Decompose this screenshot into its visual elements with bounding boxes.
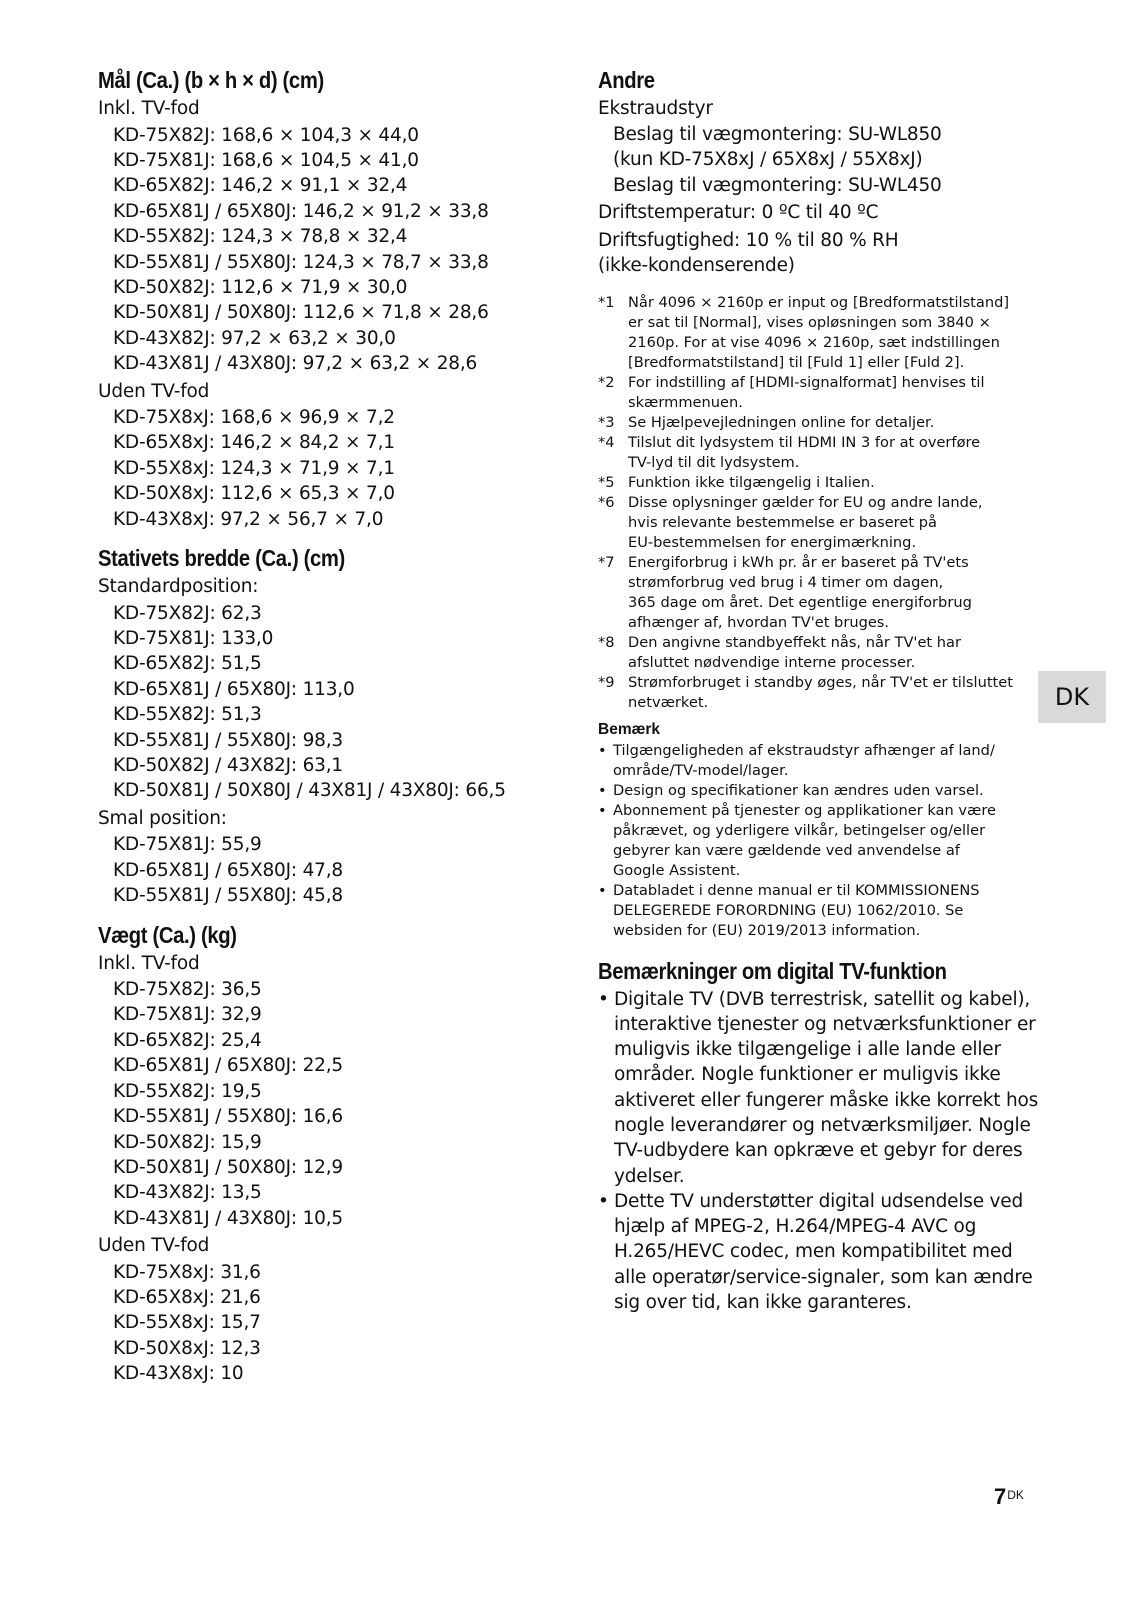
digital-bullet-line: Dette TV understøtter digital udsendelse ved	[614, 1190, 1024, 1212]
spec-row: KD-43X81J / 43X80J: 97,2 × 63,2 × 28,6	[113, 353, 478, 375]
note-bullet-line: Design og specifikationer kan ændres uden varsel.	[613, 781, 984, 799]
digital-bullet-line: interaktive tjenester og netværksfunktioner er	[614, 1013, 1036, 1035]
footnote-line: er sat til [Normal], vises opløsningen som 3840 ×	[628, 313, 991, 331]
spec-row: KD-55X8xJ: 124,3 × 71,9 × 7,1	[113, 457, 395, 479]
note-bullet-text	[613, 801, 996, 881]
spec-row: KD-75X8xJ: 168,6 × 96,9 × 7,2	[113, 407, 395, 429]
footnote-line: netværket.	[628, 693, 709, 711]
spec-group	[98, 1233, 578, 1387]
weight-section	[98, 919, 578, 1387]
note-bullet-line: Google Assistent.	[613, 861, 741, 879]
page-number-value: 7	[994, 1484, 1007, 1509]
group-label: Uden TV-fod	[98, 380, 210, 402]
stand-width-section	[98, 542, 578, 908]
spec-row: KD-50X8xJ: 112,6 × 65,3 × 7,0	[113, 483, 395, 505]
footnote-text	[628, 473, 1038, 493]
footnotes-list	[598, 293, 1038, 713]
spec-row: KD-50X82J: 15,9	[113, 1131, 262, 1153]
spec-row: KD-75X82J: 62,3	[113, 602, 262, 624]
operating-humidity-note: (ikke-kondenserende)	[598, 255, 795, 276]
footnote-item	[598, 673, 1038, 713]
weight-heading: Vægt (Ca.) (kg)	[98, 921, 237, 948]
spec-row: KD-65X82J: 146,2 × 91,1 × 32,4	[113, 175, 408, 197]
spec-row: KD-65X81J / 65X80J: 47,8	[113, 859, 343, 881]
group-label: Standardposition:	[98, 576, 259, 598]
footnote-line: hvis relevante bestemmelse er baseret på	[628, 513, 937, 531]
page-number-suffix: DK	[1007, 1488, 1024, 1502]
footnote-text	[628, 293, 1038, 373]
digital-bullet	[598, 1189, 1038, 1315]
accessories-label: Ekstraudstyr	[598, 98, 713, 119]
footnote-line: Den angivne standbyeffekt nås, når TV'et har	[628, 633, 961, 651]
dimensions-section	[98, 64, 578, 532]
spec-group	[98, 379, 578, 533]
spec-row: KD-55X81J / 55X80J: 45,8	[113, 885, 343, 907]
digital-bullet-line: nogle leverandører og netværksmiljøer. Nogle	[614, 1114, 1031, 1136]
footnote-mark: *4	[598, 433, 615, 451]
accessory-1-note: (kun KD-75X8xJ / 65X8xJ / 55X8xJ)	[613, 149, 923, 170]
spec-row: KD-43X8xJ: 10	[113, 1363, 244, 1385]
footnote-line: Se Hjælpevejledningen online for detaljer.	[628, 413, 935, 431]
spec-row: KD-55X82J: 124,3 × 78,8 × 32,4	[113, 226, 408, 248]
footnote-line: strømforbrug ved brug i 4 timer om dagen,	[628, 573, 944, 591]
spec-group	[98, 574, 578, 804]
footnote-mark: *2	[598, 373, 615, 391]
spec-row: KD-50X81J / 50X80J: 12,9	[113, 1156, 343, 1178]
spec-row: KD-43X82J: 97,2 × 63,2 × 30,0	[113, 327, 396, 349]
digital-bullet-line: sig over tid, kan ikke garanteres.	[614, 1292, 912, 1314]
dimensions-heading: Mål (Ca.) (b × h × d) (cm)	[98, 67, 324, 93]
spec-row: KD-75X81J: 55,9	[113, 834, 262, 856]
footnote-line: 2160p. For at vise 4096 × 2160p, sæt indstillingen	[628, 333, 1000, 351]
footnote-item	[598, 373, 1038, 413]
spec-row: KD-65X82J: 51,5	[113, 653, 262, 675]
page-number	[994, 1484, 1024, 1510]
digital-bullet-line: ydelser.	[614, 1165, 685, 1187]
spec-row: KD-65X8xJ: 146,2 × 84,2 × 7,1	[113, 432, 395, 454]
spec-row: KD-43X81J / 43X80J: 10,5	[113, 1207, 343, 1229]
spec-row: KD-65X81J / 65X80J: 22,5	[113, 1055, 343, 1077]
stand-width-heading: Stativets bredde (Ca.) (cm)	[98, 545, 345, 572]
spec-row: KD-55X81J / 55X80J: 98,3	[113, 729, 343, 751]
footnote-item	[598, 493, 1038, 553]
digital-bullet-line: hjælp af MPEG-2, H.264/MPEG-4 AVC og	[614, 1216, 977, 1238]
accessory-1: Beslag til vægmontering: SU-WL850	[613, 123, 942, 145]
digital-bullet-line: muligvis ikke tilgængelige i alle lande eller	[614, 1039, 1001, 1061]
footnote-text	[628, 493, 1038, 553]
note-bullet-line: DELEGEREDE FORORDNING (EU) 1062/2010. Se	[613, 901, 964, 919]
note-bullet-line: påkrævet, og yderligere vilkår, betingelser og/eller	[613, 821, 986, 839]
bullet-mark: •	[598, 781, 607, 799]
footnote-line: Funktion ikke tilgængelig i Italien.	[628, 473, 875, 491]
footnote-item	[598, 293, 1038, 373]
spec-row: KD-75X81J: 168,6 × 104,5 × 41,0	[113, 149, 419, 171]
spec-row: KD-55X8xJ: 15,7	[113, 1312, 261, 1334]
digital-bullet	[598, 987, 1038, 1189]
note-bullet-line: gebyrer kan være gældende ved anvendelse af	[613, 841, 960, 859]
footnote-item	[598, 413, 1038, 433]
spec-row: KD-75X81J: 133,0	[113, 628, 274, 649]
spec-row: KD-65X82J: 25,4	[113, 1029, 262, 1051]
digital-bullet-line: aktiveret eller fungerer måske ikke korrekt hos	[614, 1089, 1039, 1111]
footnote-mark: *5	[598, 473, 615, 491]
right-column	[598, 64, 1038, 1315]
andre-section	[598, 64, 1038, 279]
note-bullet-text	[613, 781, 984, 801]
note-bullets	[598, 741, 1038, 941]
operating-humidity: Driftsfugtighed: 10 % til 80 % RH	[598, 229, 899, 251]
group-label: Uden TV-fod	[98, 1235, 210, 1257]
digital-bullet-text	[614, 987, 1038, 1189]
spec-row: KD-65X8xJ: 21,6	[113, 1287, 261, 1309]
note-bullet-text	[613, 881, 980, 941]
spec-row: KD-75X81J: 32,9	[113, 1004, 262, 1026]
footnote-line: 365 dage om året. Det egentlige energiforbrug	[628, 593, 972, 611]
note-bullet	[598, 741, 1038, 781]
footnote-line: TV-lyd til dit lydsystem.	[628, 453, 800, 471]
footnote-item	[598, 553, 1038, 633]
spec-row: KD-65X81J / 65X80J: 113,0	[113, 678, 355, 700]
note-bullet-line: Databladet i denne manual er til KOMMISSIONENS	[613, 881, 980, 899]
footnote-item	[598, 433, 1038, 473]
bullet-mark: •	[598, 988, 609, 1010]
footnote-line: [Bredformatstilstand] til [Fuld 1] eller [Fuld 2].	[628, 353, 965, 371]
note-bullet	[598, 881, 1038, 941]
footnote-item	[598, 633, 1038, 673]
weight-groups	[98, 951, 578, 1387]
footnote-item	[598, 473, 1038, 493]
spec-row: KD-75X8xJ: 31,6	[113, 1261, 261, 1283]
footnote-mark: *9	[598, 673, 615, 691]
spec-row: KD-50X81J / 50X80J / 43X81J / 43X80J: 66,5	[113, 780, 506, 802]
note-bullet-line: område/TV-model/lager.	[613, 761, 789, 779]
accessory-2: Beslag til vægmontering: SU-WL450	[613, 174, 942, 196]
digital-bullet-text	[614, 1189, 1033, 1315]
spec-group	[98, 806, 578, 909]
digital-bullet-line: TV-udbydere kan opkræve et gebyr for deres	[614, 1140, 1023, 1162]
footnote-text	[628, 633, 1038, 673]
dimensions-groups	[98, 96, 578, 532]
bullet-mark: •	[598, 801, 607, 819]
footnote-mark: *3	[598, 413, 615, 431]
left-column	[98, 64, 578, 1397]
footnote-line: Disse oplysninger gælder for EU og andre lande,	[628, 493, 983, 511]
spec-row: KD-50X82J: 112,6 × 71,9 × 30,0	[113, 276, 408, 298]
note-bullet-line: websiden for (EU) 2019/2013 information.	[613, 921, 921, 939]
footnote-text	[628, 433, 1038, 473]
digital-bullet-line: områder. Nogle funktioner er muligvis ikke	[614, 1064, 1001, 1086]
note-bullet-text	[613, 741, 995, 781]
spec-row: KD-55X81J / 55X80J: 16,6	[113, 1106, 343, 1128]
bullet-mark: •	[598, 741, 607, 759]
note-heading: Bemærk	[598, 720, 661, 738]
spec-row: KD-55X82J: 51,3	[113, 704, 262, 726]
spec-group	[98, 951, 578, 1232]
stand-width-groups	[98, 574, 578, 908]
footnote-text	[628, 373, 1038, 413]
digital-bullets	[598, 987, 1038, 1316]
group-label: Inkl. TV-fod	[98, 98, 200, 119]
note-bullet	[598, 801, 1038, 881]
language-tab: DK	[1038, 671, 1106, 723]
footnote-text	[628, 413, 1038, 433]
spec-row: KD-75X82J: 36,5	[113, 979, 262, 1001]
spec-row: KD-55X81J / 55X80J: 124,3 × 78,7 × 33,8	[113, 251, 489, 273]
footnote-line: Tilslut dit lydsystem til HDMI IN 3 for at overføre	[628, 433, 981, 451]
footnote-line: Energiforbrug i kWh pr. år er baseret på TV'ets	[628, 553, 969, 571]
footnote-line: EU-bestemmelsen for energimærkning.	[628, 533, 917, 551]
note-bullet-line: Tilgængeligheden af ekstraudstyr afhænger af land/	[613, 741, 995, 759]
footnote-mark: *6	[598, 493, 615, 511]
group-label: Inkl. TV-fod	[98, 952, 200, 974]
digital-bullet-line: H.265/HEVC codec, men kompatibilitet med	[614, 1241, 1013, 1263]
digital-bullet-line: alle operatør/service-signaler, som kan ændre	[614, 1266, 1033, 1288]
footnote-line: skærmmenuen.	[628, 393, 743, 411]
spec-group	[98, 96, 578, 377]
spec-row: KD-75X82J: 168,6 × 104,3 × 44,0	[113, 124, 419, 146]
spec-row: KD-55X82J: 19,5	[113, 1080, 262, 1102]
note-bullet	[598, 781, 1038, 801]
bullet-mark: •	[598, 1190, 609, 1212]
footnote-text	[628, 553, 1038, 633]
spec-row: KD-50X81J / 50X80J: 112,6 × 71,8 × 28,6	[113, 302, 489, 324]
spec-row: KD-43X82J: 13,5	[113, 1182, 262, 1204]
spec-row: KD-65X81J / 65X80J: 146,2 × 91,2 × 33,8	[113, 200, 489, 222]
spec-row: KD-50X8xJ: 12,3	[113, 1337, 261, 1359]
group-label: Smal position:	[98, 807, 227, 829]
footnote-line: afsluttet nødvendige interne processer.	[628, 653, 916, 671]
spec-row: KD-43X8xJ: 97,2 × 56,7 × 7,0	[113, 508, 384, 530]
footnote-line: Strømforbruget i standby øges, når TV'et er tilsluttet	[628, 673, 1013, 691]
footnote-text	[628, 673, 1038, 713]
digital-bullet-line: Digitale TV (DVB terrestrisk, satellit og kabel),	[614, 988, 1031, 1010]
spec-row: KD-50X82J / 43X82J: 63,1	[113, 755, 343, 777]
footnote-line: For indstilling af [HDMI-signalformat] henvises til	[628, 373, 985, 391]
footnote-mark: *1	[598, 293, 615, 311]
footnote-line: Når 4096 × 2160p er input og [Bredformatstilstand]	[628, 293, 1010, 311]
operating-temperature: Driftstemperatur: 0 ºC til 40 ºC	[598, 202, 879, 223]
andre-heading: Andre	[598, 67, 655, 93]
digital-heading: Bemærkninger om digital TV-funktion	[598, 957, 947, 984]
footnote-mark: *7	[598, 553, 615, 571]
footnote-mark: *8	[598, 633, 615, 651]
note-bullet-line: Abonnement på tjenester og applikationer kan være	[613, 801, 997, 819]
bullet-mark: •	[598, 881, 607, 899]
footnote-line: afhænger af, hvordan TV'et bruges.	[628, 613, 890, 631]
